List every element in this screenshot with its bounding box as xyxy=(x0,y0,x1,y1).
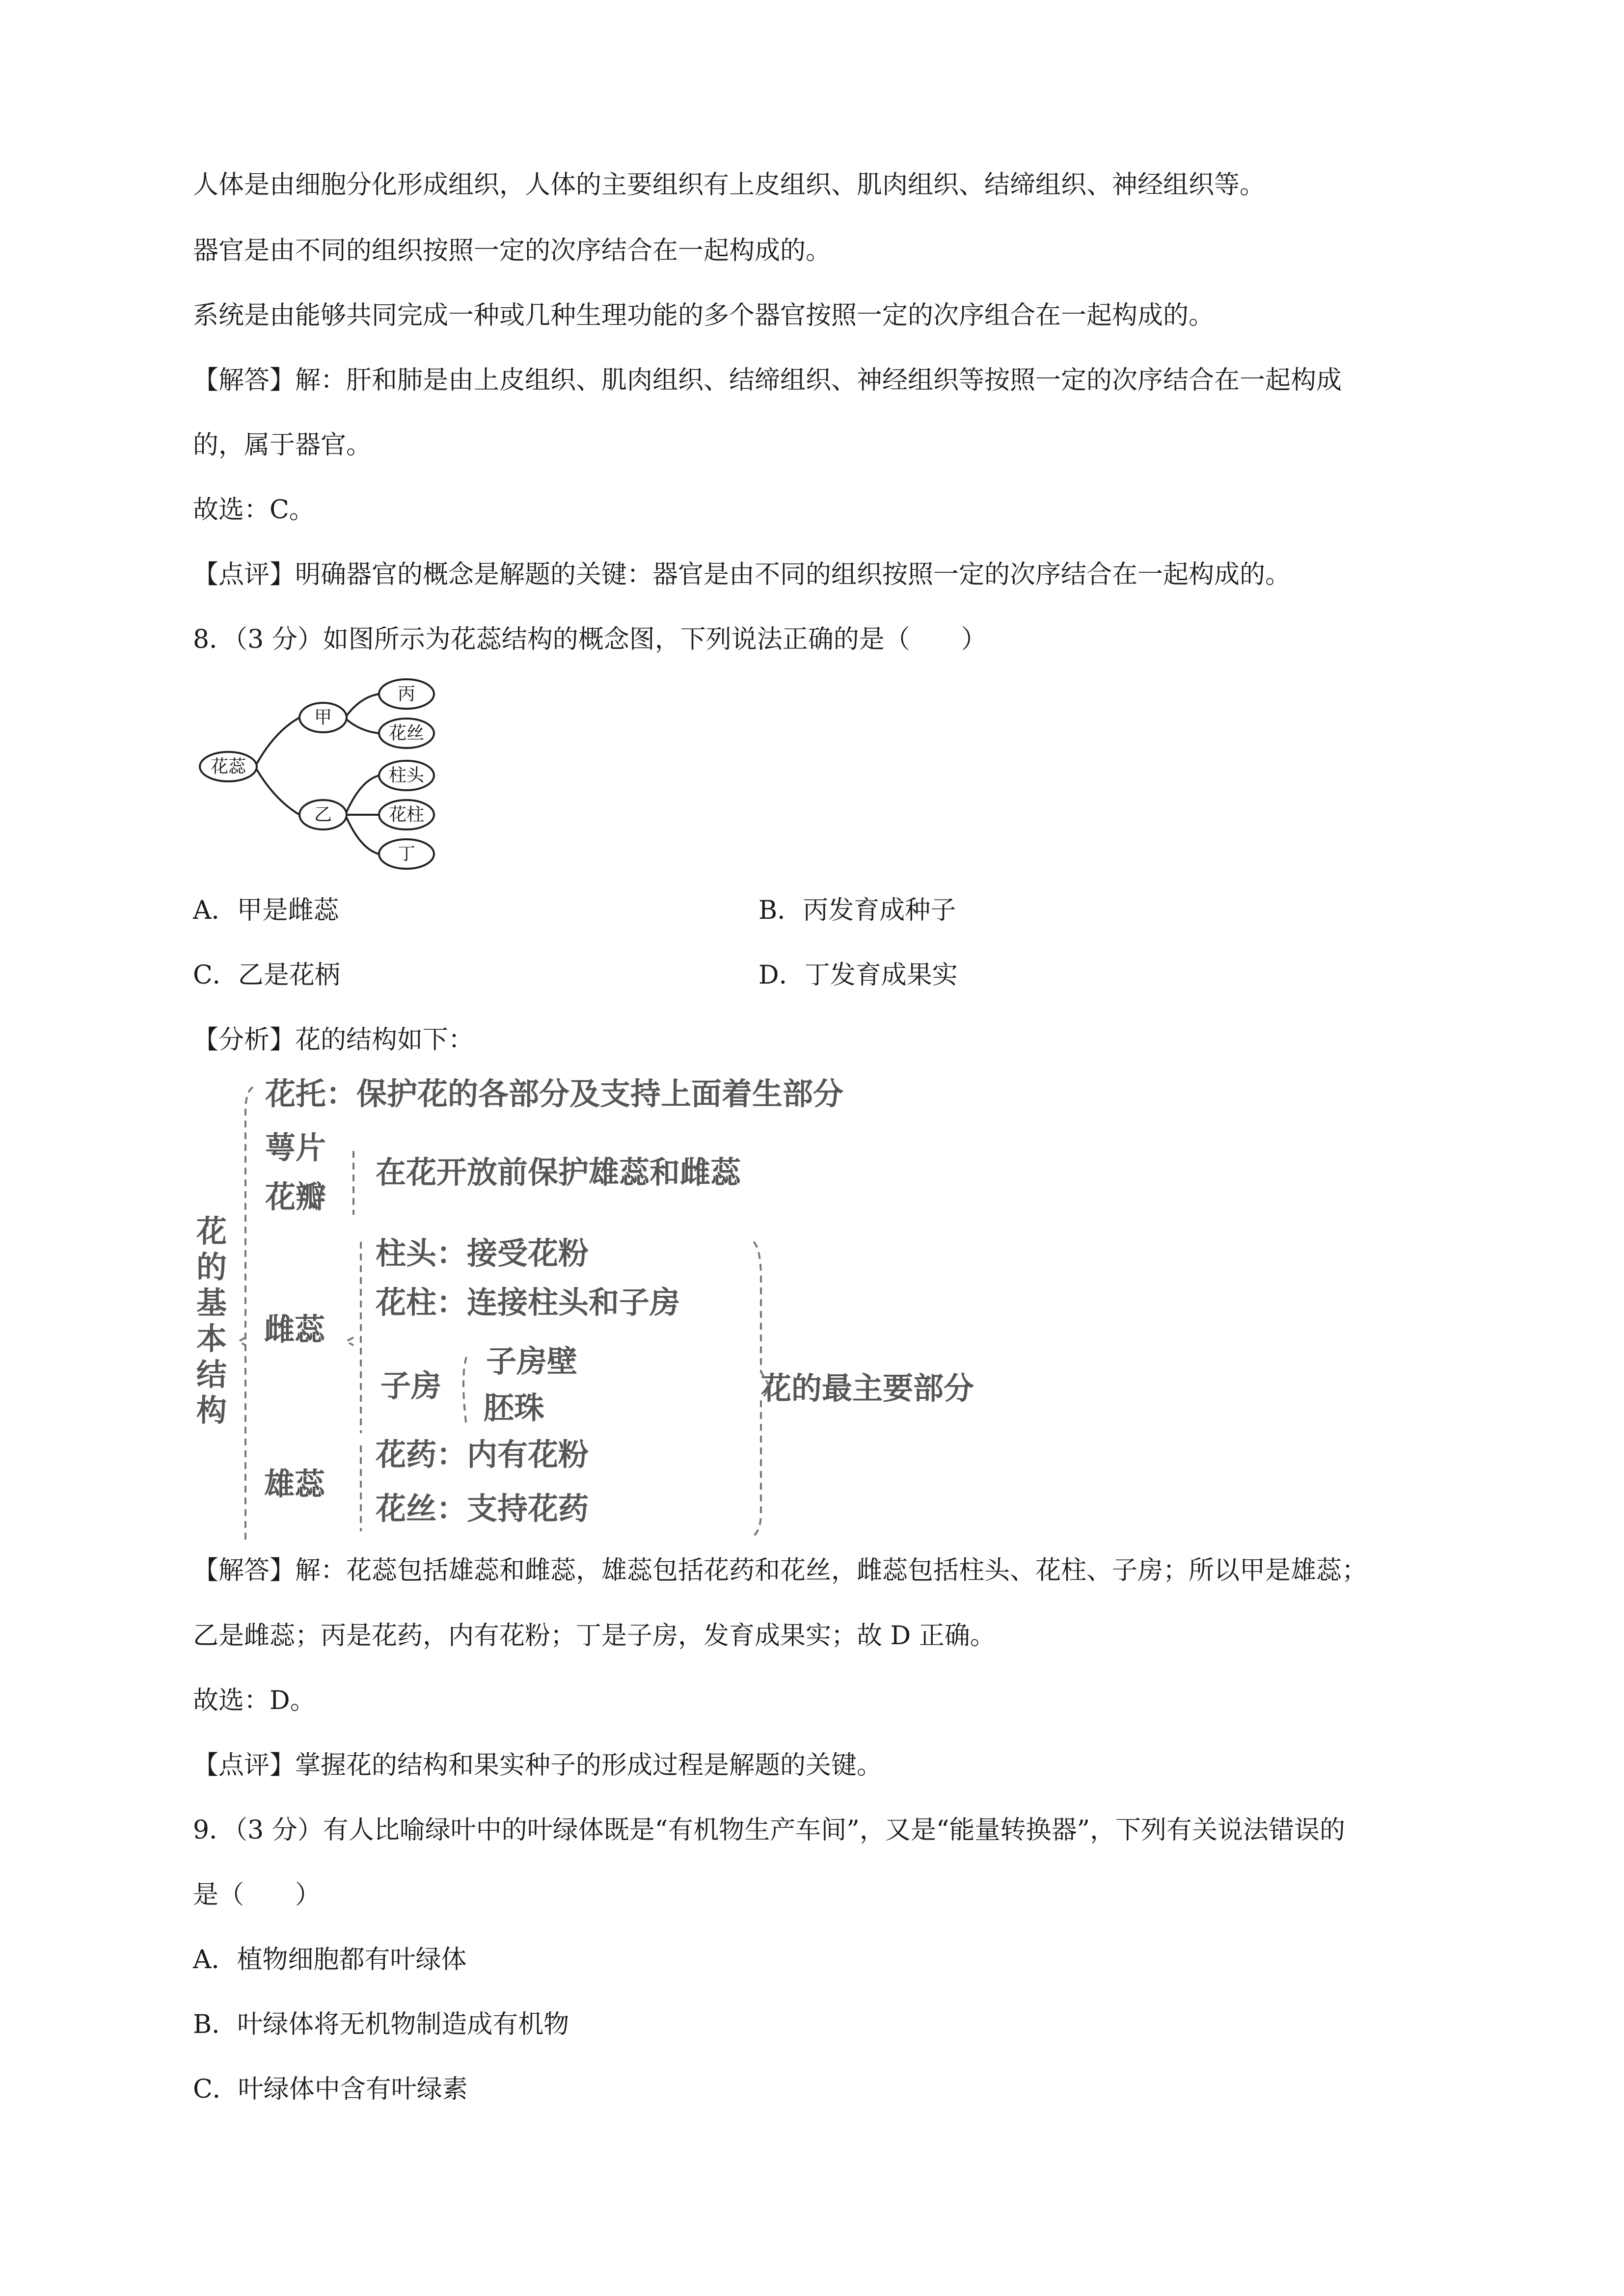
row-protect: 在花开放前保护雄蕊和雌蕊 xyxy=(376,1154,741,1190)
q7-choice: 故选：C。 xyxy=(193,495,315,525)
q8-option-a: A．甲是雌蕊 xyxy=(193,896,339,925)
q7-answer-line2: 的，属于器官。 xyxy=(193,430,372,460)
node-yi: 乙 xyxy=(314,804,332,825)
vertical-title-5: 结 xyxy=(196,1357,227,1392)
node-zhutou: 柱头 xyxy=(388,765,425,786)
stamen-pistil-concept-diagram xyxy=(196,672,452,879)
q8-stem: 8．（3 分）如图所示为花蕊结构的概念图，下列说法正确的是（ ） xyxy=(193,625,987,654)
vertical-title-2: 的 xyxy=(196,1249,227,1285)
row-main-part: 花的最主要部分 xyxy=(761,1370,974,1406)
node-huazhu: 花柱 xyxy=(388,804,425,825)
row-huaban: 花瓣 xyxy=(265,1179,326,1215)
row-cirui: 雌蕊 xyxy=(264,1311,325,1347)
q8-option-c: C．乙是花柄 xyxy=(193,961,340,990)
row-huasi: 花丝：支持花药 xyxy=(376,1491,589,1526)
row-huayao: 花药：内有花粉 xyxy=(376,1437,589,1472)
q8-answer-line1: 【解答】解：花蕊包括雄蕊和雌蕊，雄蕊包括花药和花丝，雌蕊包括柱头、花柱、子房；所以甲是雄蕊； xyxy=(193,1556,1368,1585)
row-zhutou: 柱头：接受花粉 xyxy=(376,1235,589,1271)
q9-option-b: B．叶绿体将无机物制造成有机物 xyxy=(193,2010,569,2039)
node-huasi: 花丝 xyxy=(388,723,425,744)
row-xiongrui: 雄蕊 xyxy=(264,1466,325,1502)
flower-structure-chart xyxy=(191,1072,1056,1544)
row-huatuo: 花托：保护花的各部分及支持上面着生部分 xyxy=(265,1076,844,1112)
row-zifangbi: 子房壁 xyxy=(486,1343,578,1379)
q8-comment: 【点评】掌握花的结构和果实种子的形成过程是解题的关键。 xyxy=(193,1751,883,1780)
vertical-title-4: 本 xyxy=(196,1321,227,1357)
vertical-title-3: 基 xyxy=(196,1285,227,1321)
q8-choice: 故选：D。 xyxy=(193,1686,316,1715)
row-zifang: 子房 xyxy=(380,1368,442,1404)
vertical-title-1: 花 xyxy=(196,1213,227,1249)
q7-answer-line1: 【解答】解：肝和肺是由上皮组织、肌肉组织、结缔组织、神经组织等按照一定的次序结合在一起构成 xyxy=(193,366,1342,395)
node-root: 花蕊 xyxy=(210,756,246,777)
q8-answer-line2: 乙是雌蕊；丙是花药，内有花粉；丁是子房，发育成果实；故 D 正确。 xyxy=(193,1621,996,1651)
vertical-title-6: 构 xyxy=(196,1392,227,1428)
row-epian: 萼片 xyxy=(265,1130,326,1166)
q8-analysis: 【分析】花的结构如下： xyxy=(193,1025,474,1055)
q7-analysis-line2: 器官是由不同的组织按照一定的次序结合在一起构成的。 xyxy=(193,236,832,266)
node-jia: 甲 xyxy=(314,707,332,728)
node-ding: 丁 xyxy=(397,844,416,864)
q9-option-a: A．植物细胞都有叶绿体 xyxy=(193,1945,467,1975)
q8-option-d: D．丁发育成果实 xyxy=(758,961,958,990)
q7-comment: 【点评】明确器官的概念是解题的关键：器官是由不同的组织按照一定的次序结合在一起构成的。 xyxy=(193,560,1291,589)
q7-analysis-line3: 系统是由能够共同完成一种或几种生理功能的多个器官按照一定的次序组合在一起构成的。 xyxy=(193,301,1215,330)
q8-option-b: B．丙发育成种子 xyxy=(758,896,956,925)
row-peizhu: 胚珠 xyxy=(484,1390,545,1426)
node-bing: 丙 xyxy=(397,684,416,704)
q9-stem-line2: 是（ ） xyxy=(193,1880,321,1910)
q9-stem-line1: 9．（3 分）有人比喻绿叶中的叶绿体既是“有机物生产车间”，又是“能量转换器”，下列有关说法错误的 xyxy=(193,1815,1346,1845)
row-huazhu: 花柱：连接柱头和子房 xyxy=(376,1284,680,1320)
q9-option-c: C．叶绿体中含有叶绿素 xyxy=(193,2075,468,2104)
q7-analysis-line1: 人体是由细胞分化形成组织，人体的主要组织有上皮组织、肌肉组织、结缔组织、神经组织等。 xyxy=(193,170,1266,200)
